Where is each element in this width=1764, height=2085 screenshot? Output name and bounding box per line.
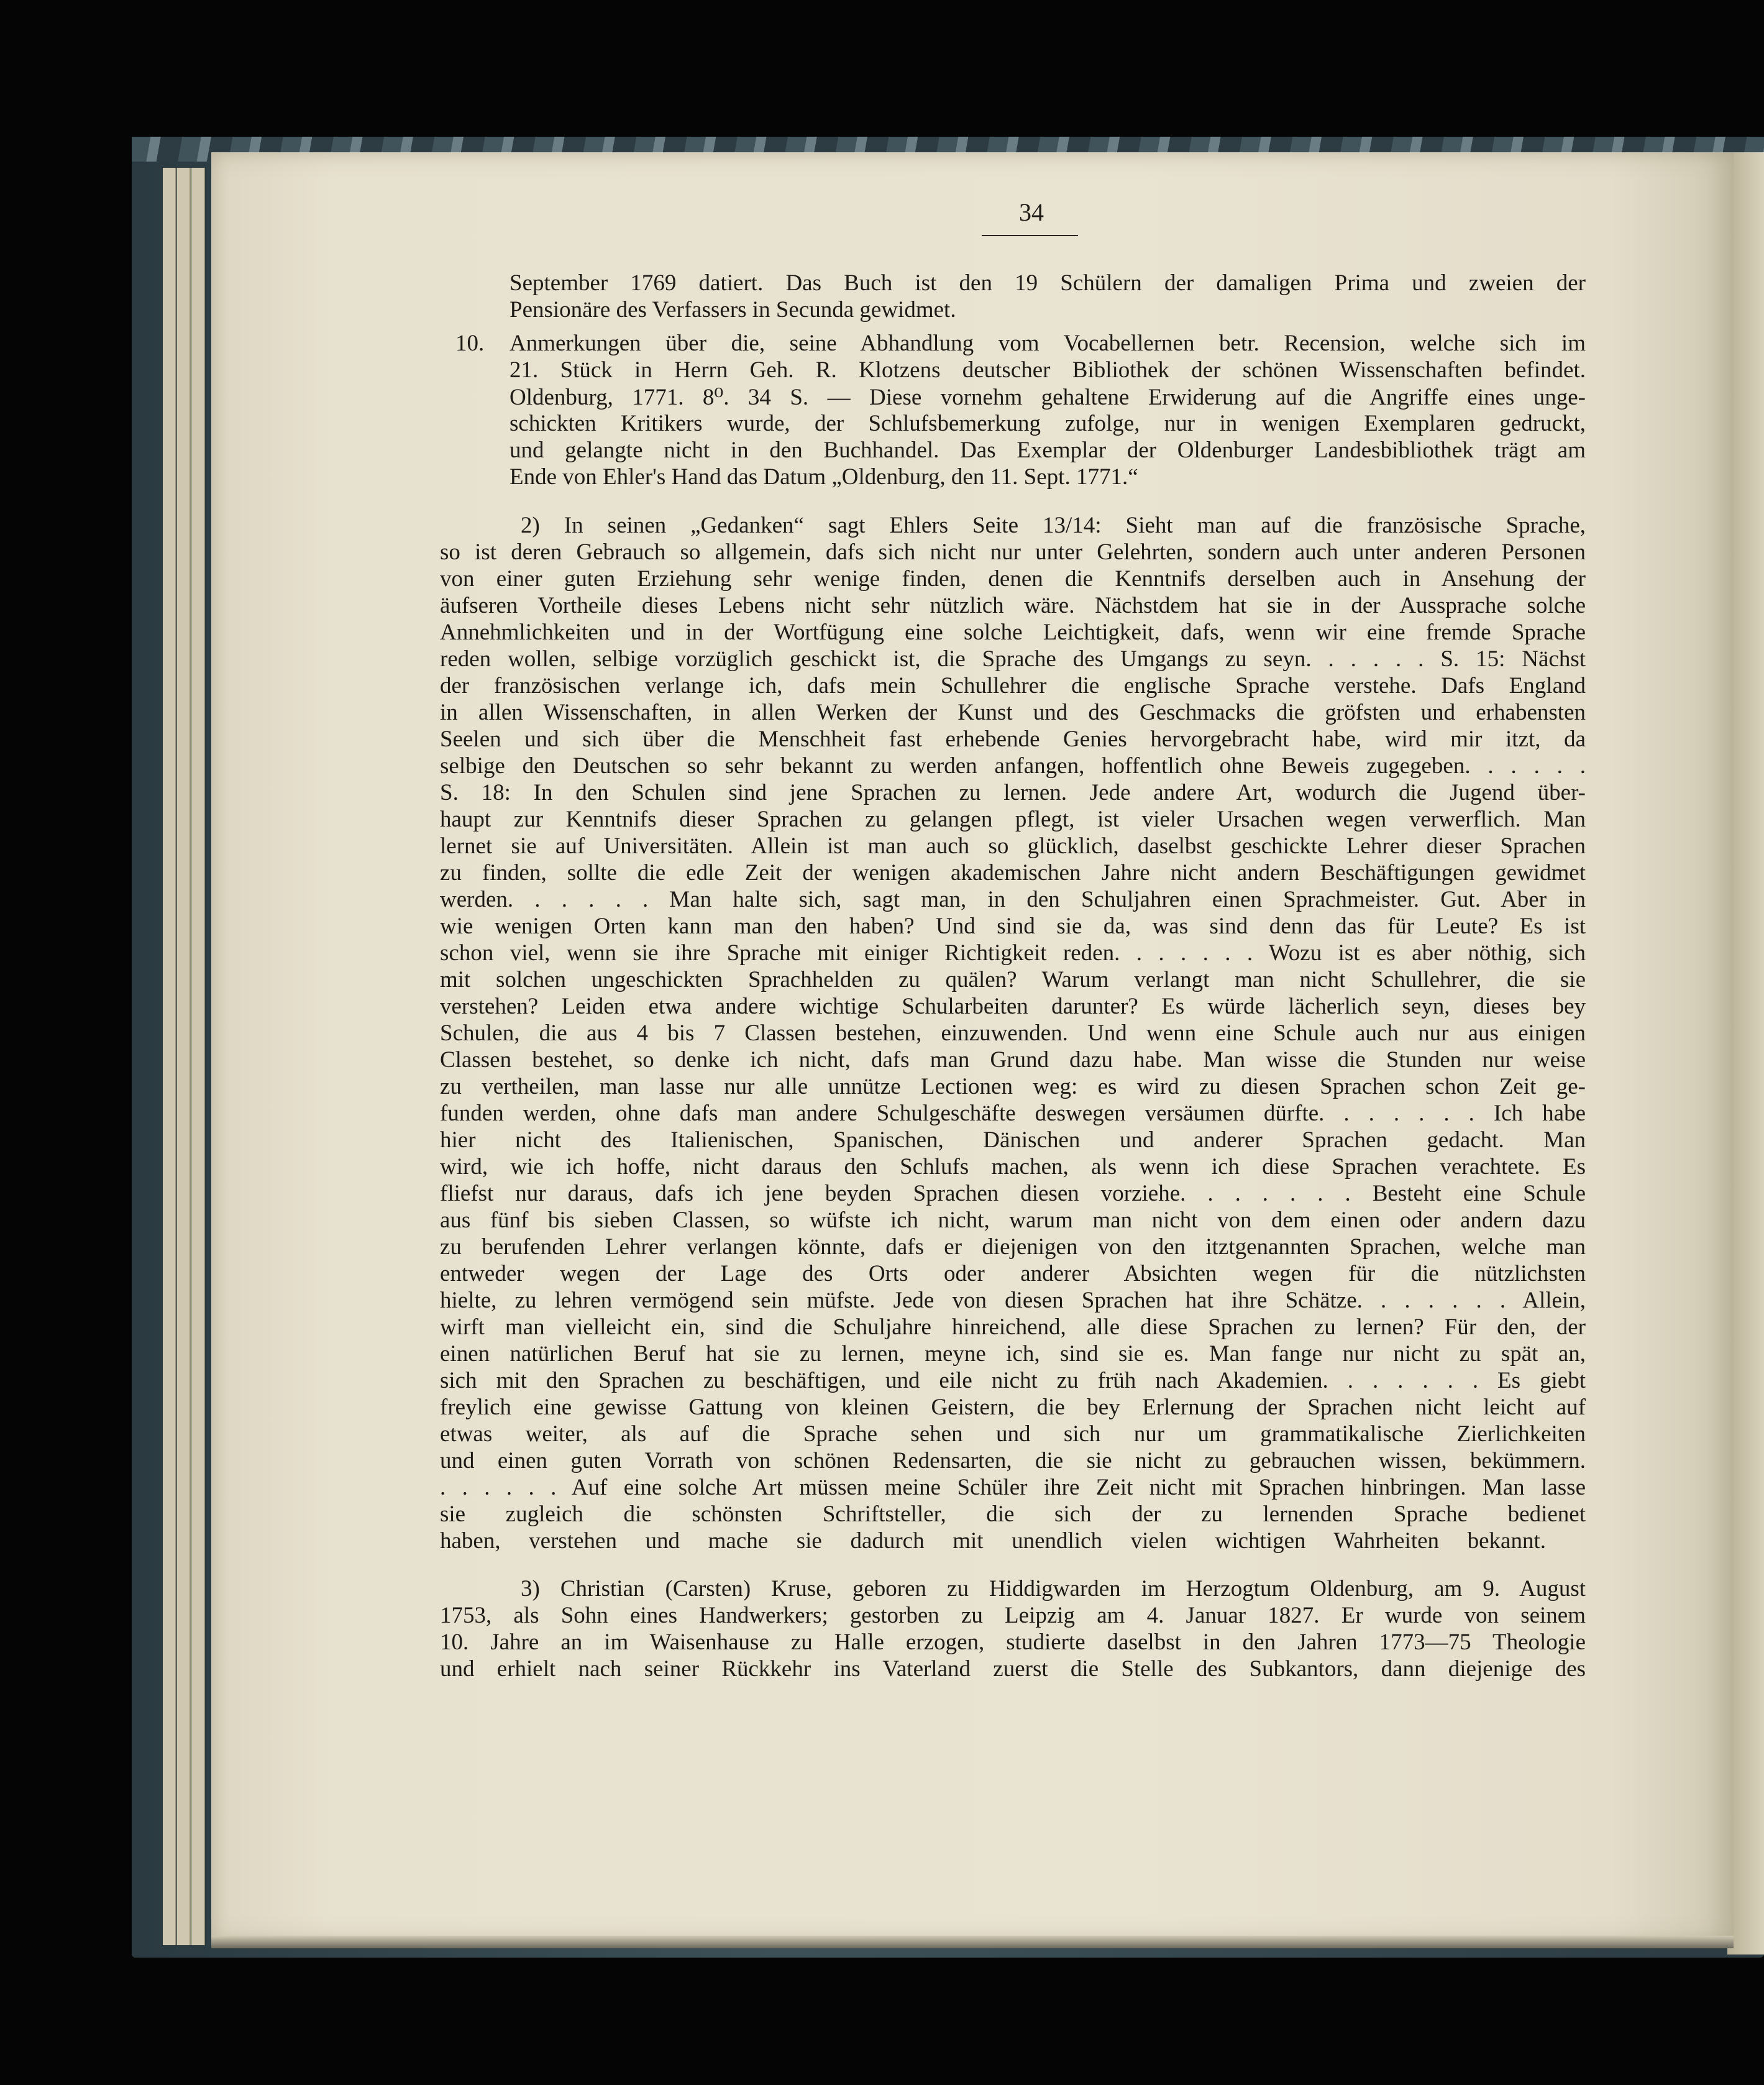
page-number-rule — [982, 235, 1078, 236]
text-line: hielte, zu lehren vermögend sein müfste. Jede von diesen Sprachen hat ihre Schätze. . . . . . . Allein, — [440, 1288, 1586, 1313]
text-line: zu vertheilen, man lasse nur alle unnütze Lectionen weg: es wird zu diesen Sprachen schon Zeit ge- — [440, 1074, 1586, 1099]
text-line: Pensionäre des Verfassers in Secunda gewidmet. — [510, 297, 956, 323]
text-line: aus fünf bis sieben Classen, so wüfste ich nicht, warum man nicht von dem einen oder andern dazu — [440, 1207, 1586, 1233]
text-line: einen natürlichen Beruf hat sie zu lernen, meyne ich, sind sie es. Man fange nur nicht zu spät an, — [440, 1341, 1586, 1367]
text-line: hier nicht des Italienischen, Spanischen, Dänischen und anderer Sprachen gedacht. Man — [440, 1127, 1586, 1153]
text-line: und gelangte nicht in den Buchhandel. Das Exemplar der Oldenburger Landesbibliothek trägt am — [510, 438, 1586, 463]
text-line: 3) Christian (Carsten) Kruse, geboren zu Hiddigwarden im Herzogtum Oldenburg, am 9. August — [521, 1576, 1586, 1602]
text-line: 2) In seinen „Gedanken“ sagt Ehlers Seite 13/14: Sieht man auf die französische Sprache, — [521, 513, 1586, 538]
text-line: sie zugleich die schönsten Schriftsteller, die sich der zu lernenden Sprache bedienet — [440, 1501, 1586, 1527]
text-line: sich mit den Sprachen zu beschäftigen, und eile nicht zu früh nach Akademien. . . . . . . Es giebt — [440, 1368, 1586, 1393]
text-line: Annehmlichkeiten und in der Wortfügung eine solche Leichtigkeit, dafs, wenn wir eine fremde Sprache — [440, 620, 1586, 645]
text-line: fliefst nur daraus, dafs ich jene beyden Sprachen diesen vorziehe. . . . . . . Besteht eine Schule — [440, 1181, 1586, 1206]
text-line: 1753, als Sohn eines Handwerkers; gestorben zu Leipzig am 4. Januar 1827. Er wurde von seinem — [440, 1603, 1586, 1628]
text-line: Schulen, die aus 4 bis 7 Classen bestehen, einzuwenden. Und wenn eine Schule auch nur aus einigen — [440, 1020, 1586, 1046]
text-line: haupt zur Kenntnifs dieser Sprachen zu gelangen pflegt, ist vieler Ursachen wegen verwerflich. Man — [440, 807, 1586, 832]
list-item-number: 10. — [455, 331, 485, 356]
text-line: in allen Wissenschaften, in allen Werken der Kunst und des Geschmacks die gröfsten und erhabensten — [440, 700, 1586, 725]
text-line: und einen guten Vorrath von schönen Redensarten, die sie nicht zu gebrauchen wissen, bekümmern. — [440, 1448, 1586, 1473]
text-line: verstehen? Leiden etwa andere wichtige Schularbeiten darunter? Es würde lächerlich seyn, dieses bey — [440, 994, 1586, 1019]
text-line: zu berufenden Lehrer verlangen könnte, dafs er diejenigen von den itztgenannten Sprachen, welche man — [440, 1234, 1586, 1260]
text-line: zu finden, sollte die edle Zeit der wenigen akademischen Jahre nicht andern Beschäftigungen gewidmet — [440, 860, 1586, 886]
text-line: wirft man vielleicht ein, sind die Schuljahre hinreichend, alle diese Sprachen zu lernen? Für den, der — [440, 1314, 1586, 1340]
text-line: Seelen und sich über die Menschheit fast erhebende Genies hervorgebracht habe, wird mir itzt, da — [440, 726, 1586, 752]
text-line: lernet sie auf Universitäten. Allein ist man auch so glücklich, daselbst geschickte Lehrer dieser Sprachen — [440, 833, 1586, 859]
text-line: und erhielt nach seiner Rückkehr ins Vaterland zuerst die Stelle des Subkantors, dann diejenige des — [440, 1656, 1586, 1682]
text-line: so ist deren Gebrauch so allgemein, dafs sich nicht nur unter Gelehrten, sondern auch unter anderen Personen — [440, 539, 1586, 565]
text-line: 21. Stück in Herrn Geh. R. Klotzens deutscher Bibliothek der schönen Wissenschaften befindet. — [510, 357, 1586, 383]
text-line: S. 18: In den Schulen sind jene Sprachen zu lernen. Jede andere Art, wodurch die Jugend über- — [440, 780, 1586, 805]
text-line: freylich eine gewisse Gattung von kleinen Geistern, die bey Erlernung der Sprachen nicht leicht auf — [440, 1395, 1586, 1420]
text-line: Classen bestehet, so denke ich nicht, dafs man Grund dazu habe. Man wisse die Stunden nur weise — [440, 1047, 1586, 1073]
text-line: schickten Kritikers wurde, der Schlufsbemerkung zufolge, nur in wenigen Exemplaren gedruckt, — [510, 411, 1586, 436]
text-line: mit solchen ungeschickten Sprachhelden zu quälen? Warum verlangt man nicht Schullehrer, die sie — [440, 967, 1586, 992]
text-line: werden. . . . . . Man halte sich, sagt man, in den Schuljahren einen Sprachmeister. Gut. Aber in — [440, 887, 1586, 912]
text-line: 10. Jahre an im Waisenhause zu Halle erzogen, studierte daselbst in den Jahren 1773—75 Theologie — [440, 1629, 1586, 1655]
text-line: reden wollen, selbige vorzüglich geschickt ist, die Sprache des Umgangs zu seyn. . . . . . S. 15: Nächst — [440, 646, 1586, 672]
text-line: Anmerkungen über die, seine Abhandlung vom Vocabellernen betr. Recension, welche sich im — [510, 331, 1586, 356]
text-line: etwas weiter, als auf die Sprache sehen und sich nur um grammatikalische Zierlichkeiten — [440, 1421, 1586, 1447]
text-line: entweder wegen der Lage des Orts oder anderer Absichten wegen für die nützlichsten — [440, 1261, 1586, 1286]
text-line: . . . . . . Auf eine solche Art müssen meine Schüler ihre Zeit nicht mit Sprachen hinbringen. Man lasse — [440, 1475, 1586, 1500]
text-line: funden werden, ohne dafs man andere Schulgeschäfte deswegen versäumen dürfte. . . . . . . Ich habe — [440, 1101, 1586, 1126]
text-line: der französischen verlange ich, dafs mein Schullehrer die englische Sprache verstehe. Dafs England — [440, 673, 1586, 699]
text-line: September 1769 datiert. Das Buch ist den 19 Schülern der damaligen Prima und zweien der — [510, 270, 1586, 296]
text-line: Oldenburg, 1771. 8⁰. 34 S. — Diese vornehm gehaltene Erwiderung auf die Angriffe eines unge- — [510, 385, 1586, 410]
text-line: wie wenigen Orten kann man den haben? Und sind sie da, was sind denn das für Leute? Es ist — [440, 914, 1586, 939]
text-line: von einer guten Erziehung sehr wenige finden, denen die Kenntnifs derselben auch in Ansehung der — [440, 566, 1586, 592]
text-line: äufseren Vortheile dieses Lebens nicht sehr nützlich wäre. Nächstdem hat sie in der Aussprache solche — [440, 593, 1586, 618]
page-number: 34 — [1019, 198, 1044, 226]
text-line: Ende von Ehler's Hand das Datum „Oldenburg, den 11. Sept. 1771.“ — [510, 464, 1138, 490]
text-line: schon viel, wenn sie ihre Sprache mit einiger Richtigkeit reden. . . . . . . Wozu ist es aber nöthig, sich — [440, 940, 1586, 966]
text-line: haben, verstehen und mache sie dadurch mit unendlich vielen wichtigen Wahrheiten bekannt. — [440, 1528, 1546, 1554]
text-line: wird, wie ich hoffe, nicht daraus den Schlufs machen, als wenn ich diese Sprachen verachtete. Es — [440, 1154, 1586, 1180]
text-line: selbige den Deutschen so sehr bekannt zu werden anfangen, hoffentlich ohne Beweis zugegeben. . . . . . — [440, 753, 1586, 779]
